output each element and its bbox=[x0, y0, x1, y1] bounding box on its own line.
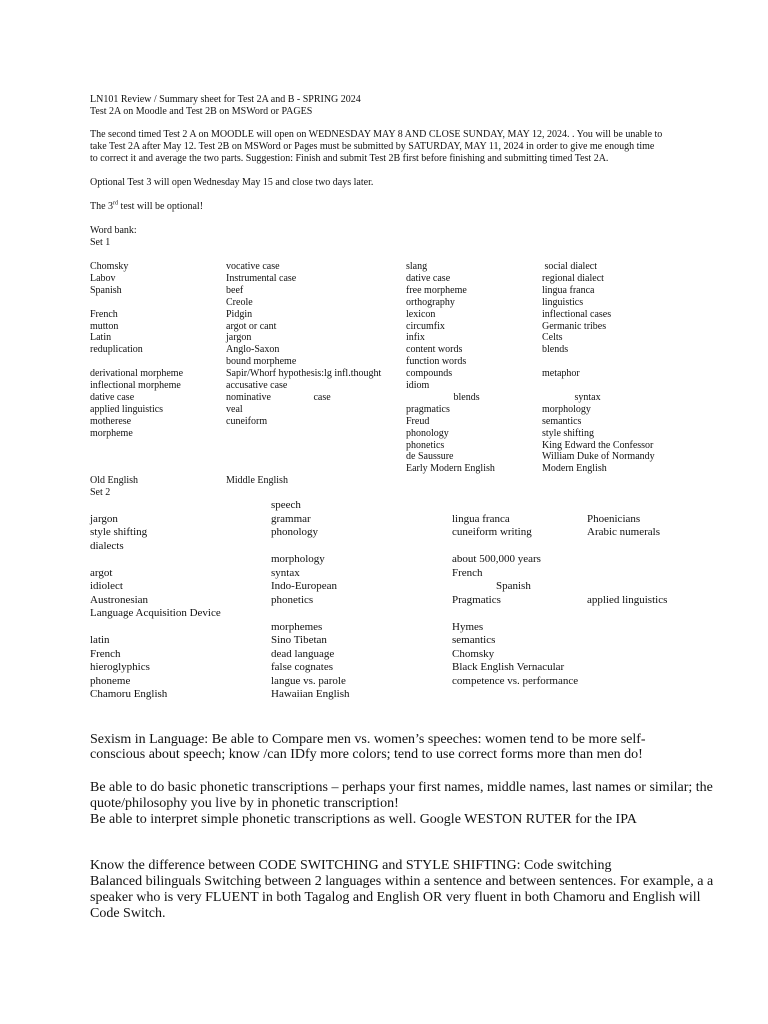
set2-word-3-8: Hymes bbox=[452, 620, 484, 633]
set1-word-3-9: compounds bbox=[406, 368, 453, 380]
set1-word-4-2: lingua franca bbox=[542, 284, 595, 296]
set2-word-1-13: phoneme bbox=[90, 674, 131, 687]
intro-line-1: The second timed Test 2 A on MOODLE will open on WEDNESDAY MAY 8 AND CLOSE SUNDAY, MAY 12, 2024. . You will be unable to bbox=[90, 129, 663, 140]
set2-word-1-7: Austronesian bbox=[90, 593, 149, 606]
code-switching-line-1: Know the difference between CODE SWITCHING and STYLE SHIFTING: Code switching bbox=[90, 858, 612, 873]
set1-word-4-13: semantics bbox=[542, 415, 582, 427]
set1-word-4-17: Modern English bbox=[542, 463, 607, 475]
set2-word-1-14: Chamoru English bbox=[90, 688, 168, 700]
set1-word-1-0: Chomsky bbox=[90, 261, 129, 272]
optional-test-note: Optional Test 3 will open Wednesday May 15 and close two days later. bbox=[90, 177, 374, 188]
set2-word-2-10: Sino Tibetan bbox=[271, 634, 327, 646]
set1-word-3-0: slang bbox=[406, 261, 428, 272]
set1-word-4-6: Celts bbox=[542, 332, 563, 344]
set1-word-1-10: inflectional morpheme bbox=[90, 380, 181, 391]
set2-word-2-4: morphology bbox=[271, 553, 325, 565]
set1-word-2-4: Pidgin bbox=[226, 308, 253, 320]
set2-word-3-11: Black English Vernacular bbox=[452, 661, 565, 673]
set1-word-1-11: dative case bbox=[90, 391, 135, 403]
set2-word-1-1: jargon bbox=[90, 512, 118, 525]
set1-word-3-1: dative case bbox=[406, 272, 451, 284]
set1-word-2-18: Middle English bbox=[226, 475, 288, 487]
set1-word-4-5: Germanic tribes bbox=[542, 320, 607, 332]
set1-word-1-2: Spanish bbox=[90, 284, 122, 296]
set1-word-2-3: Creole bbox=[226, 296, 253, 308]
set1-word-2-13: cuneiform bbox=[226, 415, 268, 427]
set1-word-2-0: vocative case bbox=[226, 261, 280, 272]
intro-line-3: to correct it and average the two parts. Suggestion: Finish and submit Test 2B first before finishing and submitting timed Test 2A. bbox=[90, 153, 609, 164]
set1-word-4-0: social dialect bbox=[542, 261, 597, 272]
phonetics-note-line-1: Be able to do basic phonetic transcriptions – perhaps your first names, middle names, last names or similar; the bbox=[90, 780, 713, 795]
set1-word-3-7: content words bbox=[406, 344, 463, 356]
set1-word-4-11: syntax bbox=[542, 391, 601, 403]
set1-word-1-13: motherese bbox=[90, 415, 132, 427]
set1-word-3-4: lexicon bbox=[406, 308, 436, 320]
set1-word-2-10: accusative case bbox=[226, 380, 288, 391]
set2-word-3-4: French bbox=[452, 566, 483, 579]
third-test-superscript: rd bbox=[113, 200, 119, 207]
set1-word-3-11: blends bbox=[406, 391, 480, 403]
set2-word-3-5: Spanish bbox=[452, 580, 531, 592]
code-switching-line-2: Balanced bilinguals Switching between 2 languages within a sentence and between sentences. For example, a a bbox=[90, 874, 714, 889]
set2-word-2-9: morphemes bbox=[271, 620, 323, 633]
code-switching-line-4: Code Switch. bbox=[90, 906, 166, 921]
set1-word-1-4: French bbox=[90, 308, 118, 320]
set2-word-3-9: semantics bbox=[452, 634, 496, 646]
set2-word-4-0: Phoenicians bbox=[587, 512, 641, 525]
set1-word-3-16: de Saussure bbox=[406, 451, 454, 463]
set2-word-2-12: false cognates bbox=[271, 661, 333, 673]
set2-word-2-6: Indo-European bbox=[271, 580, 337, 592]
set2-word-3-3: about 500,000 years bbox=[452, 553, 541, 565]
set1-word-3-15: phonetics bbox=[406, 439, 445, 451]
set2-word-1-2: style shifting bbox=[90, 526, 148, 538]
intro-line-2: take Test 2A after May 12. Test 2B on MSWord or Pages must be submitted by SATURDAY, MAY 11, 2024 in order to give me enough time bbox=[90, 141, 655, 152]
set2-word-2-14: Hawaiian English bbox=[271, 688, 350, 700]
set1-word-1-1: Labov bbox=[90, 272, 116, 284]
set1-word-4-7: blends bbox=[542, 344, 569, 356]
set1-word-1-6: Latin bbox=[90, 332, 112, 344]
set2-word-3-6: Pragmatics bbox=[452, 593, 501, 606]
set2-word-3-10: Chomsky bbox=[452, 647, 495, 660]
set1-word-4-12: morphology bbox=[542, 403, 591, 415]
set1-word-3-2: free morpheme bbox=[406, 284, 467, 296]
set1-word-3-10: idiom bbox=[406, 380, 430, 391]
set2-word-1-6: idiolect bbox=[90, 580, 123, 592]
set1-label: Set 1 bbox=[90, 237, 111, 248]
set2-word-1-10: latin bbox=[90, 634, 110, 646]
third-test-note bbox=[90, 201, 203, 213]
set1-word-3-13: Freud bbox=[406, 415, 430, 427]
set2-word-2-13: langue vs. parole bbox=[271, 674, 346, 687]
set2-label: Set 2 bbox=[90, 487, 111, 498]
set2-word-3-0: lingua franca bbox=[452, 512, 510, 525]
set2-word-1-3: dialects bbox=[90, 539, 124, 552]
set1-word-2-6: jargon bbox=[226, 332, 252, 344]
third-test-text-a: The 3 bbox=[90, 201, 114, 212]
set2-word-2-1: grammar bbox=[271, 512, 311, 525]
phonetics-note-line-3: Be able to interpret simple phonetic transcriptions as well. Google WESTON RUTER for the IPA bbox=[90, 812, 637, 827]
set2-word-2-5: syntax bbox=[271, 566, 300, 579]
set2-word-3-1: cuneiform writing bbox=[452, 526, 532, 538]
set2-word-1-12: hieroglyphics bbox=[90, 661, 150, 673]
set1-word-2-8: bound morpheme bbox=[226, 356, 297, 368]
sexism-note-line-1: Sexism in Language: Be able to Compare men vs. women’s speeches: women tend to be more self- bbox=[90, 732, 646, 747]
set1-word-1-5: mutton bbox=[90, 320, 119, 332]
document-subtitle: Test 2A on Moodle and Test 2B on MSWord or PAGES bbox=[90, 106, 313, 117]
phonetics-note-line-2: quote/philosophy you live by in phonetic transcription! bbox=[90, 796, 399, 811]
set2-word-4-6: applied linguistics bbox=[587, 593, 668, 606]
set1-word-1-14: morpheme bbox=[90, 427, 133, 439]
word-bank-label: Word bank: bbox=[90, 225, 137, 236]
set1-word-2-1: Instrumental case bbox=[226, 272, 297, 284]
set1-word-4-4: inflectional cases bbox=[542, 308, 612, 320]
set2-word-2-11: dead language bbox=[271, 647, 335, 660]
code-switching-line-3: speaker who is very FLUENT in both Tagalog and English OR very fluent in both Chamoru and English will bbox=[90, 890, 701, 905]
sexism-note-line-2: conscious about speech; know /can IDfy more colors; tend to use correct forms more than men do! bbox=[90, 747, 643, 762]
set2-word-4-1: Arabic numerals bbox=[587, 526, 660, 538]
set1-word-4-16: William Duke of Normandy bbox=[542, 451, 655, 463]
set1-word-3-12: pragmatics bbox=[406, 403, 450, 415]
set2-word-2-7: phonetics bbox=[271, 593, 314, 606]
set1-word-1-9: derivational morpheme bbox=[90, 368, 184, 380]
set1-word-3-17: Early Modern English bbox=[406, 463, 495, 475]
third-test-text-b: test will be optional! bbox=[118, 201, 204, 212]
set2-word-2-2: phonology bbox=[271, 526, 319, 538]
set1-word-3-3: orthography bbox=[406, 296, 455, 308]
set1-word-2-5: argot or cant bbox=[226, 320, 277, 332]
set1-word-1-12: applied linguistics bbox=[90, 403, 164, 415]
set1-word-1-7: reduplication bbox=[90, 344, 143, 356]
set1-word-4-9: metaphor bbox=[542, 368, 580, 380]
set2-word-1-8: Language Acquisition Device bbox=[90, 607, 221, 619]
set1-word-3-5: circumfix bbox=[406, 320, 445, 332]
set1-word-4-15: King Edward the Confessor bbox=[542, 439, 654, 451]
set1-word-2-11: nominative case bbox=[226, 391, 331, 403]
set1-word-3-6: infix bbox=[406, 332, 425, 344]
set1-word-1-18: Old English bbox=[90, 475, 139, 487]
set1-word-2-7: Anglo-Saxon bbox=[226, 344, 280, 356]
set2-word-2-0: speech bbox=[271, 499, 301, 511]
set1-word-2-9: Sapir/Whorf hypothesis:lg infl.thought bbox=[226, 368, 382, 380]
document-title: LN101 Review / Summary sheet for Test 2A and B - SPRING 2024 bbox=[90, 94, 361, 105]
set1-word-3-14: phonology bbox=[406, 427, 449, 439]
set1-word-2-12: veal bbox=[226, 403, 243, 415]
set2-word-1-5: argot bbox=[90, 566, 113, 579]
set1-word-4-14: style shifting bbox=[542, 427, 594, 439]
set1-word-2-2: beef bbox=[226, 284, 244, 296]
set1-word-3-8: function words bbox=[406, 356, 467, 368]
set2-word-3-12: competence vs. performance bbox=[452, 674, 579, 687]
set2-word-1-11: French bbox=[90, 647, 121, 660]
set1-word-4-3: linguistics bbox=[542, 296, 584, 308]
set1-word-4-1: regional dialect bbox=[542, 272, 604, 284]
